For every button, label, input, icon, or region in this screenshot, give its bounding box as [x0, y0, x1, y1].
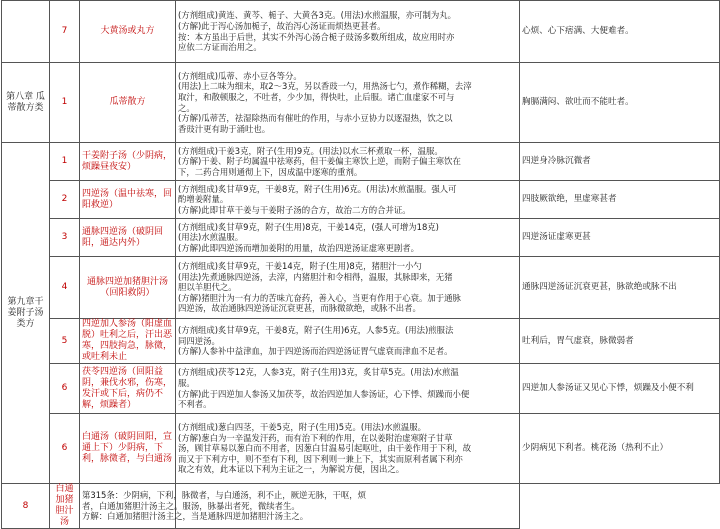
content-line: 下，二药合用则通彻上下，因成温中逐寒的重剂。 — [178, 166, 363, 177]
row-number: 3 — [50, 219, 80, 257]
table-row — [2, 181, 720, 219]
content-line: (方解)此于泻心汤加栀子，故治泻心汤证而烦热更甚者。 — [178, 20, 386, 31]
content-line: 胆以羊胆代之。 — [178, 282, 237, 293]
prescription-content — [176, 219, 520, 257]
content-line: (用法)先煮通脉四逆汤，去滓，内猪胆汁和令相得，温服，其脉即来，无猪 — [178, 271, 453, 282]
prescription-content — [176, 414, 520, 484]
indication-note: 四逆身冷脉沉微者 — [520, 143, 720, 181]
prescription-content — [176, 1, 520, 63]
content-line: (方剂组成)炙甘草9克，附子(生用)8克，干姜14克，(强人可增为18克) — [178, 221, 439, 232]
table-row — [2, 484, 720, 529]
chapter-cell: 第八章 瓜蒂散方类 — [2, 63, 50, 143]
prescription-name: 通脉四逆汤（破阴回阳，通达内外） — [80, 219, 176, 257]
prescription-name: 瓜蒂散方 — [80, 63, 176, 143]
content-line: (方剂组成)炙甘草9克，干姜8克，附子(生用)6克，人参5克。(用法)煎服法 — [178, 325, 454, 336]
content-line: 不利者。 — [178, 399, 212, 410]
row-number: 4 — [50, 257, 80, 319]
indication-note: 吐利后，胃气虚衰，脉微弱者 — [520, 319, 720, 364]
content-line: (用法)水煎温服。 — [178, 232, 244, 243]
content-line: (方剂组成)黄连、黄芩、栀子、大黄各3克。(用法)水煎温服，亦可制为丸。 — [178, 10, 457, 21]
content-line: (方解)干姜、附子均属温中祛寒药，但干姜偏主寒饮上逆，而附子偏主寒饮在 — [178, 156, 461, 167]
content-line: 之。 — [178, 102, 195, 113]
table-row — [2, 319, 720, 364]
table-row — [2, 364, 720, 414]
indication-note: 心烦、心下痞满、大便难者。 — [520, 1, 720, 63]
content-line: (方剂组成)干姜3克，附子(生用)9克。(用法)以水三杯煮取一杯，温服。 — [178, 145, 443, 156]
content-line: 服。 — [178, 377, 195, 388]
content-line: (方剂组成)炙甘草9克，干姜8克，附子(生用)6克。(用法)水煎温服。强人可 — [178, 183, 457, 194]
indication-note: 四肢厥欲绝，里虚寒甚者 — [520, 181, 720, 219]
content-line: (方剂组成)茯苓12克，人参3克，附子(生用)3克，炙甘草5克。(用法)水煎温 — [178, 367, 459, 378]
prescription-content — [176, 364, 520, 414]
content-line: (方解)葱白为一辛温发汗药，而有治下利的作用，在以姜附治虚寒附子甘草 — [178, 432, 453, 443]
prescription-content — [176, 319, 520, 364]
table-row — [2, 63, 720, 143]
row-number: 2 — [50, 181, 80, 219]
content-line: 而又于下利方中，则不至有下利，因下利则一兼上下，其实而原利者属下利亦 — [178, 453, 463, 464]
content-line: 四逆汤，故治通脉四逆汤证沉衰更甚，而脉微欲绝，或脉不出者。 — [178, 303, 421, 314]
content-line: (用法)上二味为细末，取2～3克，另以香豉一勺，用热汤七勺，煮作稀糊，去滓 — [178, 81, 472, 92]
prescription-content — [176, 181, 520, 219]
content-line: (方解)瓜蒂苦，祛湿除热而有催吐的作用，与赤小豆协力以逐湿热，饮之以 — [178, 113, 453, 124]
prescription-content — [176, 257, 520, 319]
prescription-name: 白通加猪胆汁汤 — [50, 484, 80, 529]
table-row — [2, 257, 720, 319]
chapter-cell: 第九章干姜附子汤类方 — [2, 143, 50, 484]
content-line: (方解)人参补中益津血，加于四逆汤而治四逆汤证胃气虚衰而津血不足者。 — [178, 346, 453, 357]
prescription-name: 白通汤（破阴回阳，宣通上下）少阴病，下利，脉微者，与白通汤 — [80, 414, 176, 484]
content-line: 取汁，和散顿服之，不吐者，少少加，得快吐，止后服。诸亡血虚家不可与 — [178, 91, 455, 102]
prescription-content — [176, 63, 520, 143]
content-line: 方解：白通加猪胆汁汤主之，当是通脉四逆加猪胆汁汤主之。 — [82, 511, 309, 522]
indication-note: 胸膈满闷、欲吐而不能吐者。 — [520, 63, 720, 143]
content-line: 应依二方证而治用之。 — [178, 42, 262, 53]
prescription-content — [176, 143, 520, 181]
row-number: 7 — [50, 1, 80, 63]
indication-note: 通脉四逆汤证沉衰更甚，脉欲绝或脉不出 — [520, 257, 720, 319]
row-number: 1 — [50, 63, 80, 143]
content-line: (方解)此于四逆加人参汤又加茯苓，故治四逆加人参汤证，心下悸、烦躁而小便 — [178, 388, 470, 399]
row-number: 5 — [50, 319, 80, 364]
row-number: 1 — [50, 143, 80, 181]
content-line: 香豉汁更有助于涌吐也。 — [178, 123, 271, 134]
prescription-name: 四逆汤（温中祛寒，回阳救逆） — [80, 181, 176, 219]
table-row — [2, 414, 720, 484]
content-line: 第315条：少阴病，下利，脉微者，与白通汤，利不止，厥逆无脉，干呕，烦 — [82, 490, 366, 501]
chapter-cell — [2, 1, 50, 63]
content-line: (方解)此即四逆汤而增加姜附的用量，故治四逆汤证虚寒更剧者。 — [178, 242, 420, 253]
row-number: 6 — [50, 364, 80, 414]
content-line: 取之有效，此本证以下利为主证之一，为解说方便，因出之。 — [178, 464, 405, 475]
row-number: 6 — [50, 414, 80, 484]
prescription-table — [1, 0, 720, 529]
content-line: 汤，顾甘草易以葱白而不用者，因葱白甘温易引起呕吐，由干姜作用于下利，故 — [178, 443, 472, 454]
prescription-content — [80, 484, 366, 529]
indication-note: 四逆加人参汤证又见心下悸，烦躁及小便不利 — [520, 364, 720, 414]
prescription-name: 干姜附子汤（少阴病，烦躁昼夜安） — [80, 143, 176, 181]
content-line: (方解)猪胆汁为一有力的苦味亢奋药，善入心，当更有作用于心衰。加于通脉 — [178, 292, 461, 303]
content-line: 者，白通加猪胆汁汤主之。服汤，脉暴出者死，微续者生。 — [82, 500, 300, 511]
content-line: 同四逆汤。 — [178, 335, 220, 346]
content-line: (方解)此即甘草干姜与干姜附子汤的合方，故治二方的合并证。 — [178, 204, 411, 215]
indication-note: 四逆汤证虚寒更甚 — [520, 219, 720, 257]
table-row — [2, 219, 720, 257]
content-line: 按：本方虽出于后世，其实不外泻心汤合栀子豉汤多数所组成，故应用时亦 — [178, 31, 455, 42]
prescription-name: 通脉四逆加猪胆汁汤（回阳救阴） — [80, 257, 176, 319]
row-number: 8 — [2, 484, 50, 529]
content-line: (方剂组成)炙甘草9克，干姜14克，附子(生用)8克，猪胆汁一小勺 — [178, 261, 422, 272]
prescription-name: 大黄汤或丸方 — [80, 1, 176, 63]
content-line: 酌增姜附量。 — [178, 194, 229, 205]
content-line: (方剂组成)葱白四茎，干姜5克，附子(生用)5克。(用法)水煎温服。 — [178, 422, 427, 433]
indication-note: 少阴病见下利者。桃花汤（热利不止） — [520, 414, 720, 484]
prescription-name: 四逆加人参汤（阳虚血脱）吐利之后，汗出恶寒，四肢拘急，脉微，或吐利未止 — [80, 319, 176, 364]
table-row — [2, 1, 720, 63]
table-row — [2, 143, 720, 181]
content-line: (方剂组成)瓜蒂、赤小豆各等分。 — [178, 70, 302, 81]
prescription-name: 茯苓四逆汤（回阳益阴，兼伐水邪，伤寒，发汗或下后，病仍不解，烦躁者） — [80, 364, 176, 414]
